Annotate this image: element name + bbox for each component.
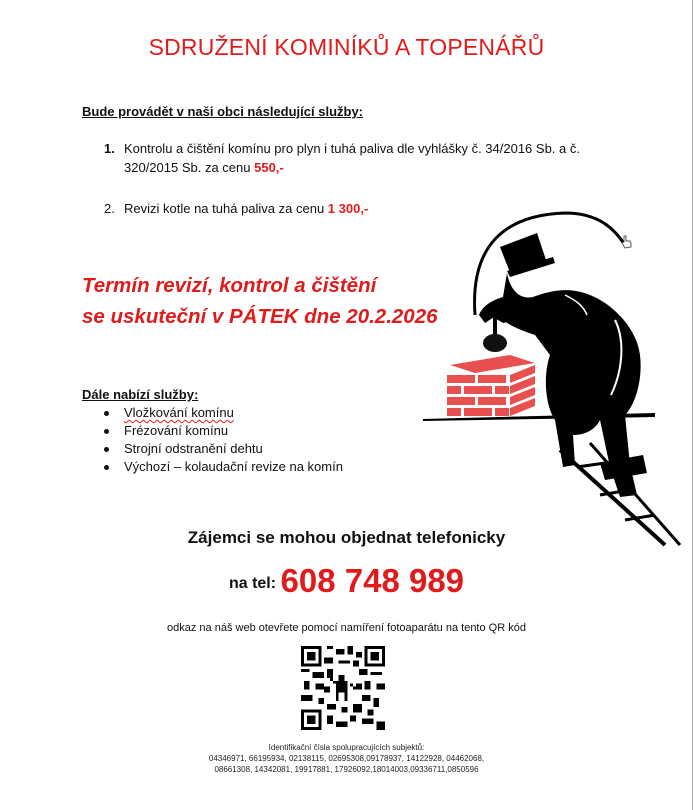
list-item — [104, 404, 343, 422]
contact-phone-line — [0, 562, 693, 600]
service-text: Revizi kotle na tuhá paliva za cenu — [124, 201, 328, 216]
bullet-icon — [104, 411, 109, 416]
ids-label: Identifikační čísla spolupracujících subjektů: — [268, 743, 425, 752]
extra-services-heading: Dále nabízí služby: — [82, 387, 199, 402]
spellcheck-word[interactable]: Vložkování komínu — [124, 405, 234, 420]
term-announcement — [82, 270, 438, 332]
bullet-icon — [104, 465, 109, 470]
service-price: 1 300,- — [327, 201, 369, 216]
phone-number[interactable]: 608 748 989 — [280, 562, 465, 599]
bullet-icon — [104, 429, 109, 434]
phone-label: na tel: — [228, 575, 281, 592]
service-price: 550,- — [254, 160, 284, 175]
subject-ids — [0, 742, 693, 775]
service-item-1 — [104, 139, 594, 177]
qr-hint: odkaz na náš web otevřete pomocí namíření fotoaparátu na tento QR kód — [167, 622, 526, 634]
service-number: 1. — [104, 141, 115, 156]
list-item — [104, 458, 343, 476]
term-line-1: Termín revizí, kontrol a čištění — [82, 274, 377, 297]
bullet-icon — [104, 447, 109, 452]
qr-code-icon[interactable] — [301, 646, 385, 730]
service-number: 2. — [104, 201, 115, 216]
list-item — [104, 422, 343, 440]
list-item-text: Frézování komínu — [124, 423, 229, 438]
page-title: SDRUŽENÍ KOMINÍKŮ A TOPENÁŘŮ — [148, 34, 545, 60]
service-text: Kontrolu a čištění komínu pro plyn i tuhá paliva dle vyhlášky č. 34/2016 Sb. a č. 320/2015 Sb. za cenu — [124, 141, 580, 175]
list-item-text: Strojní odstranění dehtu — [124, 441, 263, 456]
services-heading: Bude provádět v naši obci následující služby: — [82, 104, 364, 119]
chimney-sweep-icon — [415, 205, 685, 550]
hand-cursor-icon — [621, 235, 633, 249]
list-item — [104, 440, 343, 458]
ids-line-1: 04346971, 66195934, 02138115, 02695308,09178937, 14122928, 04462068, — [208, 754, 485, 763]
term-line-2: se uskuteční v PÁTEK dne 20.2.2026 — [82, 305, 438, 328]
list-item-text: Výchozí – kolaudační revize na komín — [124, 459, 343, 474]
ids-line-2: 08661308, 14342081, 19917881, 17926092,18014003,09336711,0850596 — [214, 765, 479, 774]
extra-services-list — [104, 404, 343, 476]
contact-heading: Zájemci se mohou objednat telefonicky — [187, 528, 506, 547]
